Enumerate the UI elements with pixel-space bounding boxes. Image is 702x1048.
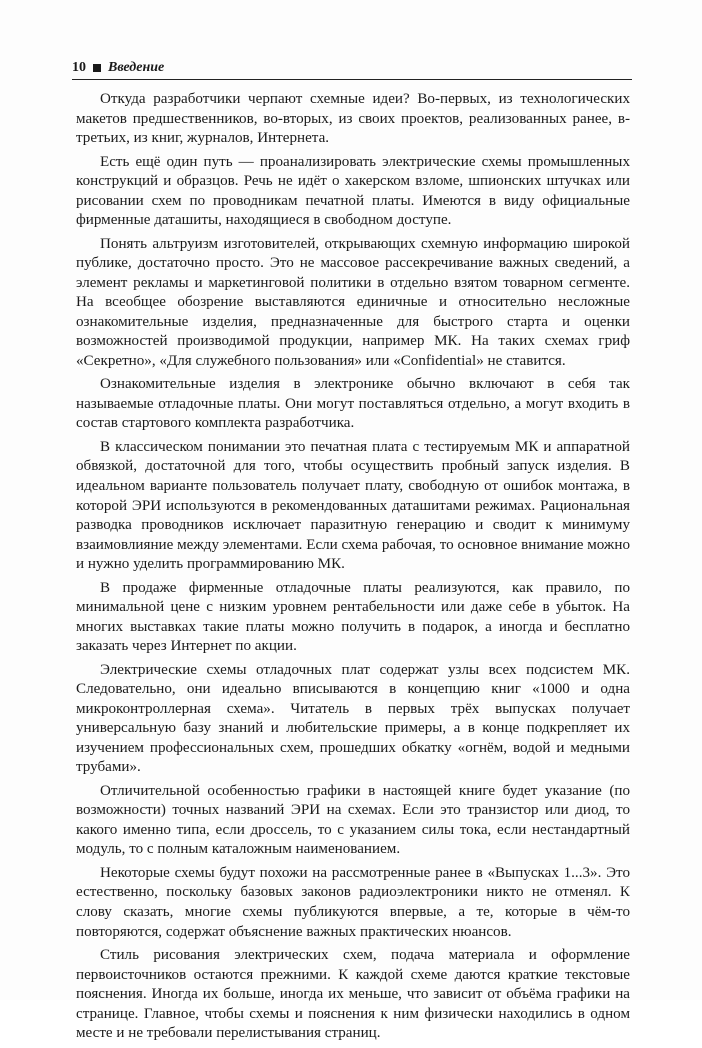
paragraph: Стиль рисования электрических схем, подача материала и оформление первоисточников остаются прежними. К каждой схеме даются краткие текстовые пояснения. Иногда их больше, иногда их меньше, что зависит от объёма графики на странице. Главное, чтобы схемы и пояснения к ним физически находились в одном месте и не требовали перелистывания страниц. (76, 946, 630, 1042)
paragraph: В продаже фирменные отладочные платы реализуются, как правило, по минимальной цене с низким уровнем рентабельности или даже себе в убыток. На многих выставках такие платы можно получить в подарок, а иногда и бесплатно заказать через Интернет по акции. (76, 579, 630, 655)
header-divider (72, 79, 632, 80)
section-title: Введение (108, 60, 165, 75)
running-header (72, 58, 632, 78)
paragraph: Откуда разработчики черпают схемные идеи? Во-первых, из технологических макетов предшественников, во-вторых, из своих проектов, реализованных ранее, в-третьих, из книг, журналов, Интернета. (76, 91, 630, 147)
paragraph: Отличительной особенностью графики в настоящей книге будет указание (по возможности) точных названий ЭРИ на схемах. Если это транзистор или диод, то какого именно типа, если дроссель, то с указанием силы тока, если нестандартный модуль, то с полным каталожным наименованием. (76, 782, 630, 858)
square-bullet-icon (93, 64, 101, 72)
paragraph: Электрические схемы отладочных плат содержат узлы всех подсистем МК. Следовательно, они идеально вписываются в концепцию книг «1000 и одна микроконтроллерная схема». Читатель в первых трёх выпусках получает универсальную базу знаний и любительские примеры, а в конце подкрепляет их изучением профессиональных схем, прошедших обкатку «огнём, водой и медными трубами». (76, 661, 630, 776)
body-text (76, 90, 630, 1048)
paragraph: Понять альтруизм изготовителей, открывающих схемную информацию широкой публике, достаточно просто. Это не массовое рассекречивание важных сведений, а элемент рекламы и маркетинговой политики в отдельно взятом товарном сегменте. На всеобщее обозрение выставляются единичные и относительно несложные ознакомительные изделия, предназначенные для быстрого старта и оценки возможностей производимой продукции, например МК. На таких схемах гриф «Секретно», «Для служебного пользования» или «Confidential» не ставится. (76, 235, 630, 369)
paragraph: Некоторые схемы будут похожи на рассмотренные ранее в «Выпусках 1...3». Это естественно, поскольку базовых законов радиоэлектроники никто не отменял. К слову сказать, многие схемы публикуются впервые, а те, которые в чём-то повторяются, содержат объяснение важных практических нюансов. (76, 864, 630, 940)
paragraph: В классическом понимании это печатная плата с тестируемым МК и аппаратной обвязкой, достаточной для того, чтобы осуществить пробный запуск изделия. В идеальном варианте пользователь получает плату, свободную от ошибок монтажа, в которой ЭРИ используются в рекомендованных даташитами режимах. Рациональная разводка проводников исключает паразитную генерацию и сводит к минимуму взаимовлияние между элементами. Если схема рабочая, то основное внимание можно и нужно уделить программированию МК. (76, 438, 630, 573)
page-number: 10 (72, 60, 86, 75)
paragraph: Есть ещё один путь — проанализировать электрические схемы промышленных конструкций и образцов. Речь не идёт о хакерском взломе, шпионских штучках или рисовании схем по проводникам печатной платы. Имеются в виду официальные фирменные даташиты, находящиеся в свободном доступе. (76, 153, 630, 229)
paragraph: Ознакомительные изделия в электронике обычно включают в себя так называемые отладочные платы. Они могут поставляться отдельно, а могут входить в состав стартового комплекта разработчика. (76, 376, 630, 432)
